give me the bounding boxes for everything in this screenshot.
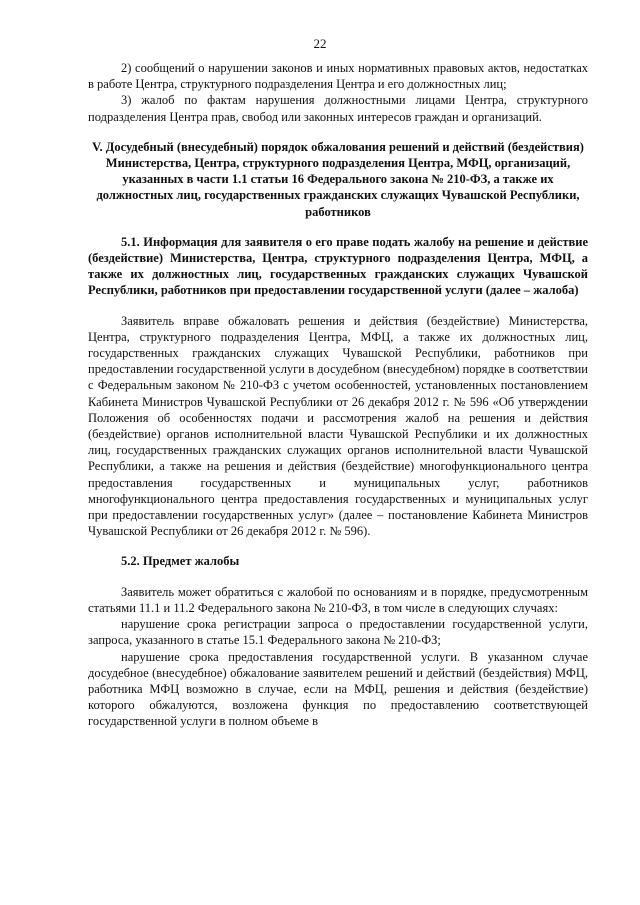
section-v-heading: V. Досудебный (внесудебный) порядок обжалования решений и действий (бездействия) Министерства, Центра, структурного подразделения Центра, МФЦ, организаций, указанных в части 1.1 статьи 16 Федерального закона № 210-ФЗ, а также их должностных лиц, государственных гражданских служащих Чувашской Республики, работников	[92, 139, 584, 219]
paragraph-5-1: Заявитель вправе обжаловать решения и действия (бездействие) Министерства, Центра, структурного подразделения Центра, МФЦ, а также их должностных лиц, государственных гражданских служащих Чувашской Республики, работников при предоставлении государственной услуги в досудебном (внесудебном) порядке в соответствии с Федеральным законом № 210-ФЗ с учетом особенностей, установленных постановлением Кабинета Министров Чувашской Республики от 26 декабря 2012 г. № 596 «Об утверждении Положения об особенностях подачи и рассмотрения жалоб на решения и действия (бездействие) органов исполнительной власти Чувашской Республики и их должностных лиц, государственных гражданских служащих органов исполнительной власти Чувашской Республики, а также на решения и действия (бездействие) многофункционального центра предоставления государственных и муниципальных услуг, работников многофункционального центра предоставления государственных и муниципальных услуг при предоставлении государственных услуг» (далее – постановление Кабинета Министров Чувашской Республики от 26 декабря 2012 г. № 596).	[88, 313, 588, 539]
document-body	[88, 60, 588, 730]
paragraph-item-2: 2) сообщений о нарушении законов и иных нормативных правовых актов, недостатках в работе Центра, структурного подразделения Центра и его должностных лиц;	[88, 61, 588, 92]
paragraph-5-2-deadline: нарушение срока предоставления государственной услуги. В указанном случае досудебное (внесудебное) обжалование заявителем решений и действий (бездействия) МФЦ, работника МФЦ возможно в случае, если на МФЦ, решения и действия (бездействие) которого обжалуются, возложена функция по предоставлению соответствующей государственной услуги в полном объеме в	[88, 649, 588, 729]
paragraph-5-2-intro: Заявитель может обратиться с жалобой по основаниям и в порядке, предусмотренным статьями 11.1 и 11.2 Федерального закона № 210-ФЗ, в том числе в следующих случаях:	[88, 584, 588, 615]
page-number: 22	[313, 36, 327, 51]
paragraph-item-3: 3) жалоб по фактам нарушения должностными лицами Центра, структурного подразделения Центра прав, свобод или законных интересов граждан и организаций.	[88, 93, 588, 124]
paragraph-5-2-registration: нарушение срока регистрации запроса о предоставлении государственной услуги, запроса, указанного в статье 15.1 Федерального закона № 210-ФЗ;	[88, 617, 588, 648]
subsection-5-2-heading: 5.2. Предмет жалобы	[121, 554, 240, 569]
subsection-5-1-heading: 5.1. Информация для заявителя о его праве подать жалобу на решение и действие (бездействие) Министерства, Центра, структурного подразделения Центра, МФЦ, а также их должностных лиц, государственных гражданских служащих Чувашской Республики, работников при предоставлении государственной услуги (далее – жалоба)	[88, 234, 588, 298]
